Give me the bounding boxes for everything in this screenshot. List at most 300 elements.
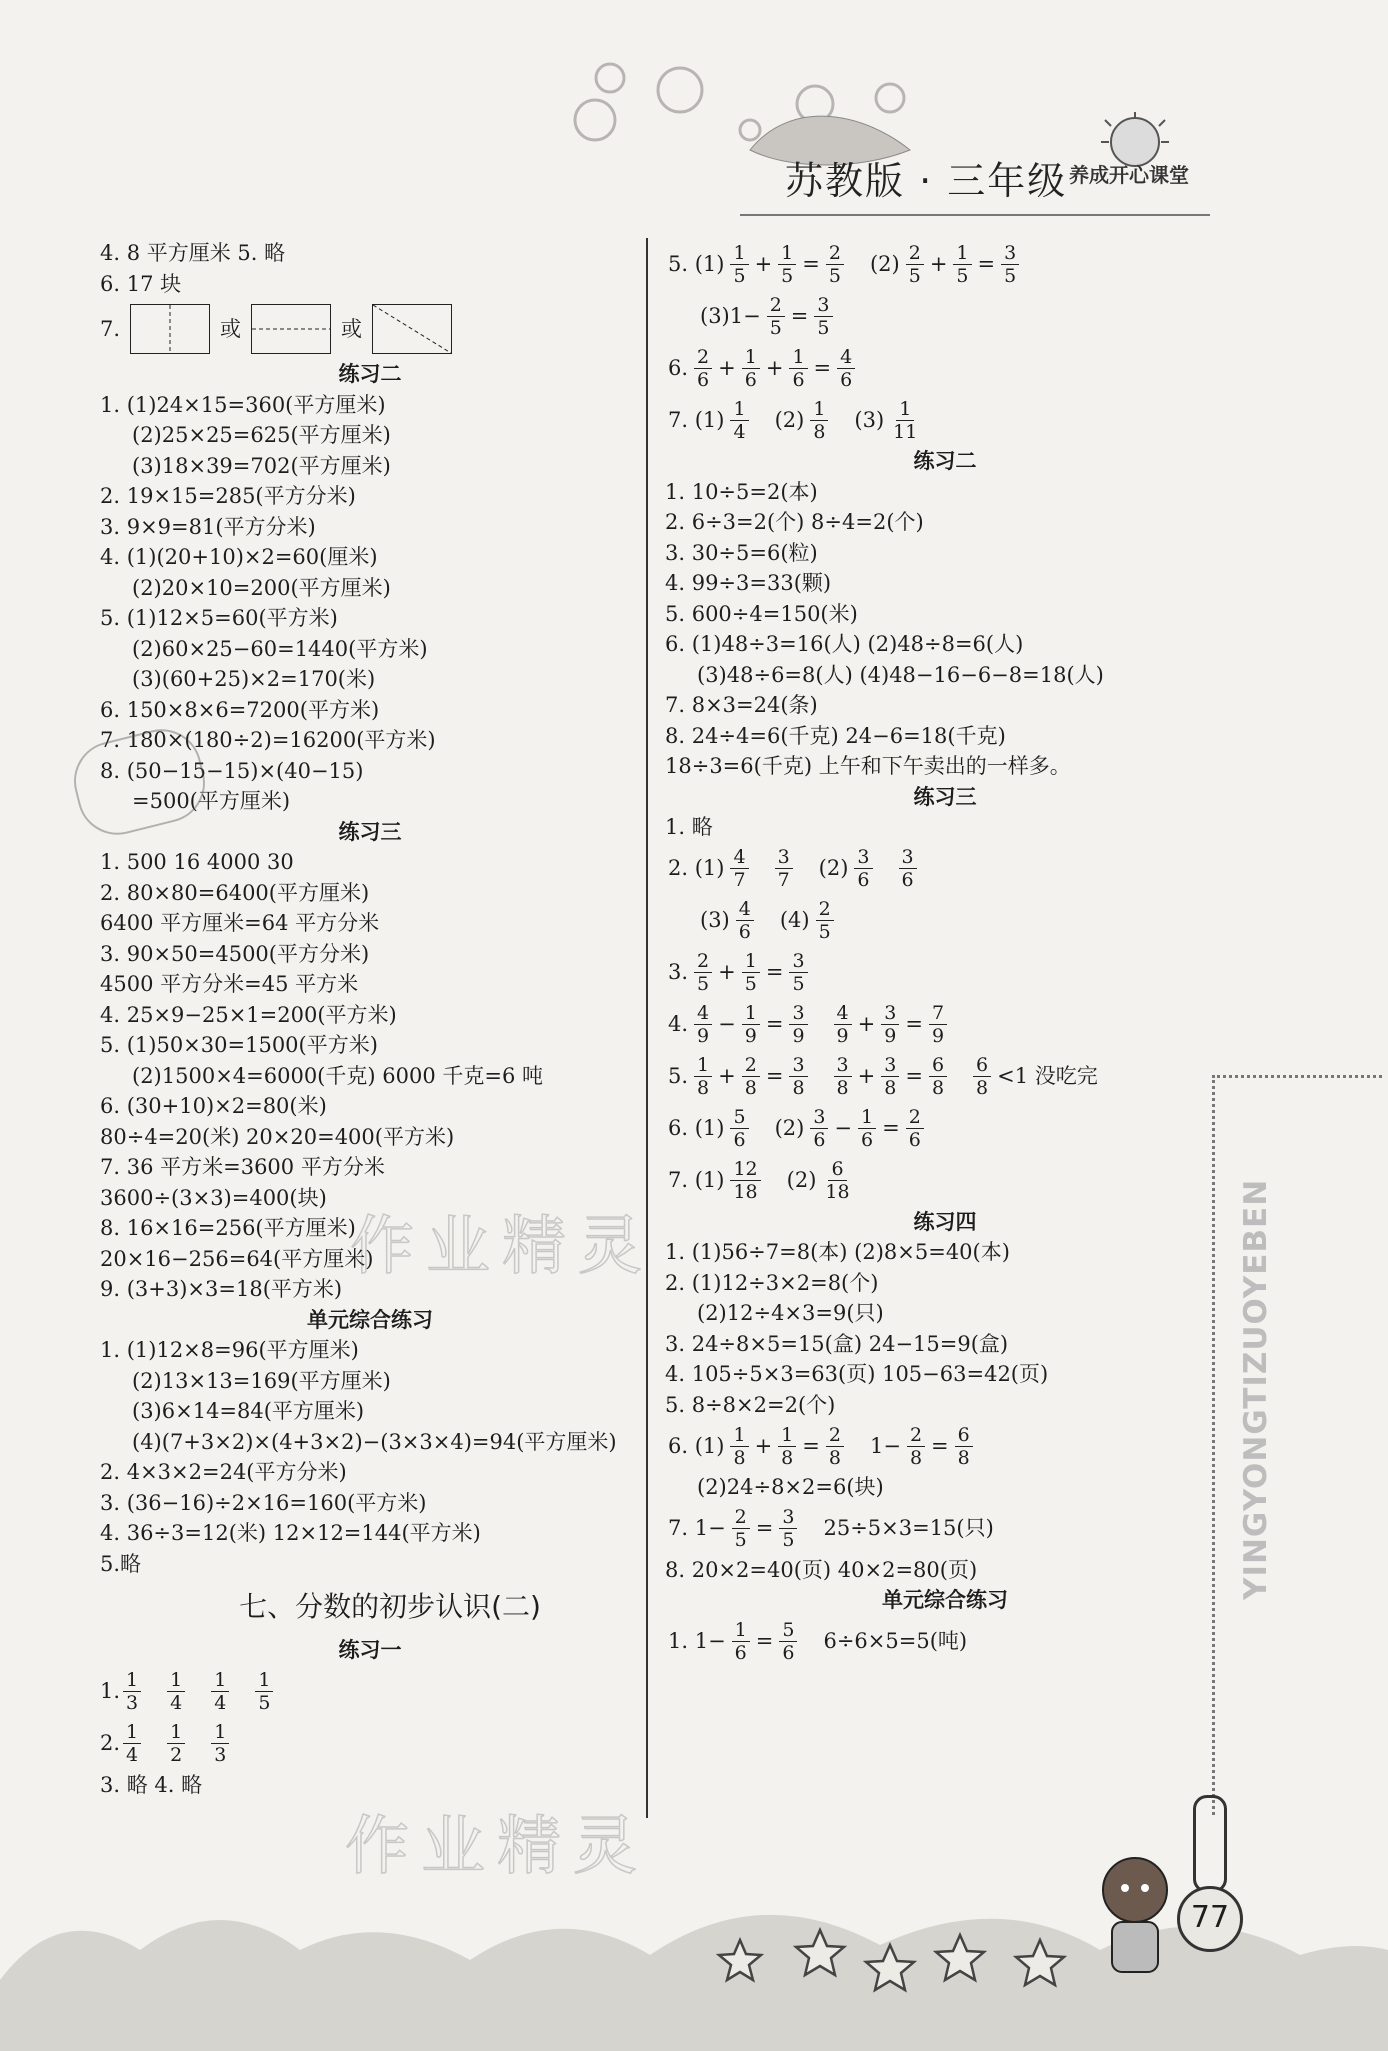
fraction (881, 1054, 899, 1099)
answer-text: (3) (854, 407, 885, 432)
numerator: 4 (837, 346, 855, 369)
fraction-answer-line (665, 238, 1225, 290)
svg-text:养成开心课堂: 养成开心课堂 (1069, 163, 1189, 187)
answer-line: 2. 19×15=285(平方分米) (100, 484, 356, 508)
answer-text: 2. (1) (668, 856, 725, 881)
fraction (730, 846, 748, 891)
fraction (810, 398, 828, 443)
fraction (211, 1721, 229, 1766)
fraction (778, 1424, 796, 1469)
numerator: 2 (826, 242, 844, 265)
answer-line: 4. 25×9−25×1=200(平方米) (100, 1002, 397, 1027)
fraction (826, 242, 844, 287)
fraction (906, 1106, 924, 1151)
denominator: 5 (782, 1529, 795, 1551)
answer-text: + (718, 960, 736, 985)
answer-text: − (718, 1012, 736, 1037)
denominator: 5 (818, 921, 831, 943)
fraction (822, 1158, 852, 1203)
denominator: 5 (733, 264, 746, 287)
numerator: 2 (906, 242, 924, 265)
fraction (211, 1669, 229, 1714)
fraction (810, 1106, 828, 1151)
fraction-answer-line (100, 1666, 640, 1718)
denominator: 4 (214, 1692, 227, 1714)
answer-line: (2)24÷8×2=6(块) (697, 1475, 884, 1499)
numerator: 3 (881, 1054, 899, 1077)
denominator: 5 (769, 316, 782, 339)
fraction (123, 1669, 141, 1714)
denominator: 8 (697, 1077, 710, 1099)
denominator: 4 (170, 1692, 183, 1714)
side-vertical-text: YINGYONGTIZUOYEBEN (1238, 1178, 1274, 1600)
answer-line: 7. 36 平方米=3600 平方分米 (100, 1155, 385, 1179)
denominator: 9 (931, 1025, 945, 1047)
fraction (730, 398, 748, 443)
denominator: 5 (828, 264, 841, 287)
section-title: 练习三 (913, 784, 977, 809)
denominator: 11 (893, 420, 918, 443)
numerator: 4 (736, 898, 754, 921)
fraction-answer-line (665, 1503, 1225, 1555)
answer-text: + (765, 355, 784, 380)
section-title: 练习四 (913, 1209, 977, 1234)
section-title: 单元综合练习 (882, 1588, 1008, 1612)
answer-text: = (765, 1064, 784, 1089)
answer-line: 1. (1)12×8=96(平方厘米) (100, 1338, 359, 1362)
denominator: 6 (734, 1642, 747, 1664)
rectangle-vertical-split (130, 304, 210, 354)
answer-line: 18÷3=6(千克) 上午和下午卖出的一样多。 (665, 754, 1071, 778)
question-number: 1. (100, 1679, 121, 1704)
numerator: 3 (775, 846, 793, 869)
denominator: 5 (956, 264, 969, 287)
numerator: 3 (814, 294, 832, 317)
answer-line: 4. 36÷3=12(米) 12×12=144(平方米) (100, 1521, 481, 1545)
header-rule (740, 214, 1210, 216)
fraction (732, 1506, 750, 1551)
answer-line: 2. (1)12÷3×2=8(个) (665, 1270, 879, 1295)
rectangle-horizontal-split (251, 304, 331, 354)
answer-line: 3. 24÷8×5=15(盒) 24−15=9(盒) (665, 1331, 1009, 1356)
answer-line: 8. 16×16=256(平方厘米) (100, 1216, 356, 1240)
numerator: 1 (730, 398, 748, 421)
denominator: 5 (744, 973, 757, 995)
fraction (778, 242, 796, 287)
fraction (779, 1619, 797, 1664)
numerator: 2 (907, 1424, 925, 1447)
fraction (779, 1506, 797, 1551)
denominator: 8 (744, 1077, 757, 1099)
fraction (730, 242, 748, 287)
q7-label: 7. (100, 316, 121, 341)
answer-line: 3600÷(3×3)=400(块) (100, 1185, 327, 1210)
fraction-answer-line (665, 342, 1225, 394)
answer-line: 4. 99÷3=33(颗) (665, 571, 832, 595)
numerator: 3 (789, 1054, 807, 1077)
fraction-answer-line (665, 290, 1225, 342)
watermark-text: 作业精灵 (345, 1810, 649, 1884)
answer-line: 80÷4=20(米) 20×20=400(平方米) (100, 1124, 455, 1149)
answer-text: (3)1− (700, 303, 761, 328)
numerator: 5 (730, 1106, 748, 1129)
answer-text: = (755, 1629, 774, 1654)
answer-line: 20×16−256=64(平方厘米) (100, 1246, 374, 1271)
fraction (929, 1054, 947, 1099)
denominator: 8 (813, 420, 826, 443)
numerator: 1 (858, 1106, 876, 1129)
answer-line: =500(平方厘米) (132, 789, 291, 813)
fraction-answer-line (665, 1103, 1225, 1155)
question-number: 2. (100, 1731, 121, 1756)
fraction (789, 346, 807, 391)
answer-line: 3. (36−16)÷2×16=160(平方米) (100, 1490, 427, 1515)
answer-line: (3)6×14=84(平方厘米) (132, 1399, 365, 1423)
fraction (742, 1054, 760, 1099)
fraction (854, 846, 872, 891)
denominator: 8 (733, 1446, 746, 1469)
answer-line: 3. 90×50=4500(平方分米) (100, 941, 370, 966)
numerator: 1 (211, 1669, 229, 1692)
fraction (123, 1721, 141, 1766)
denominator: 6 (908, 1129, 921, 1151)
answer-text: 7. (1) (668, 1168, 725, 1193)
answer-line: 6. (30+10)×2=80(米) (100, 1094, 327, 1118)
q7-rectangle-diagrams (100, 299, 640, 359)
answer-line: (3)48÷6=8(人) (4)48−16−6−8=18(人) (697, 662, 1104, 687)
answer-line: 5. (1)50×30=1500(平方米) (100, 1033, 378, 1057)
denominator: 5 (792, 973, 805, 995)
answer-line: 5. 8÷8×2=2(个) (665, 1392, 836, 1417)
denominator: 8 (828, 1446, 841, 1469)
answer-text: + (754, 251, 773, 276)
fraction (736, 898, 754, 943)
answer-line: 6. 150×8×6=7200(平方米) (100, 697, 380, 722)
numerator: 1 (896, 398, 914, 421)
answer-text: 6. (1) (668, 1433, 725, 1458)
fraction (906, 242, 924, 287)
fraction-answer-line (665, 1420, 1225, 1472)
numerator: 1 (730, 1424, 748, 1447)
answer-line: 4. 105÷5×3=63(页) 105−63=42(页) (665, 1362, 1049, 1386)
denominator: 5 (1004, 264, 1017, 287)
answer-text: = (765, 1012, 784, 1037)
answer-line: 4500 平方分米=45 平方米 (100, 972, 359, 996)
answer-text: = (790, 303, 809, 328)
fraction-answer-line (665, 1155, 1225, 1207)
fraction (955, 1424, 973, 1469)
answer-line: 1. 500 16 4000 30 (100, 850, 294, 874)
answer-line: (2)12÷4×3=9(只) (697, 1301, 884, 1325)
child-mascot-icon (1103, 1858, 1167, 1972)
numerator: 2 (694, 950, 712, 973)
numerator: 6 (973, 1054, 991, 1077)
answer-text: = (931, 1433, 949, 1458)
numerator: 2 (694, 346, 712, 369)
answer-text: <1 没吃完 (997, 1064, 1098, 1089)
denominator: 8 (836, 1077, 849, 1099)
fraction (834, 1002, 852, 1047)
numerator: 6 (929, 1054, 947, 1077)
numerator: 4 (730, 846, 748, 869)
answer-text: 5. (668, 1064, 689, 1089)
denominator: 8 (909, 1446, 923, 1469)
answer-line: 5. (1)12×5=60(平方米) (100, 606, 338, 630)
fraction (730, 1158, 760, 1203)
denominator: 5 (258, 1692, 271, 1714)
fraction (694, 1002, 712, 1047)
denominator: 6 (792, 368, 805, 391)
fraction-answer-line (665, 394, 1225, 446)
fraction (789, 1002, 807, 1047)
right-column (665, 238, 1225, 1668)
numerator: 1 (211, 1721, 229, 1744)
answer-line: 7. 8×3=24(条) (665, 693, 818, 717)
numerator: 6 (955, 1424, 973, 1447)
numerator: 1 (730, 242, 748, 265)
numerator: 2 (742, 1054, 760, 1077)
denominator: 6 (857, 869, 870, 891)
answer-line: 2. 6÷3=2(个) 8÷4=2(个) (665, 510, 924, 534)
denominator: 5 (734, 1529, 747, 1551)
fraction (167, 1721, 185, 1766)
answer-text: = (802, 251, 820, 276)
numerator: 2 (732, 1506, 750, 1529)
rectangle-diagonal-split (372, 304, 452, 354)
dotted-border (1212, 1075, 1382, 1080)
answer-text: (4) (779, 908, 810, 933)
numerator: 3 (789, 950, 807, 973)
denominator: 8 (931, 1077, 945, 1099)
denominator: 8 (884, 1077, 897, 1099)
fraction-answer-line (665, 1616, 1225, 1668)
answer-text: = (802, 1433, 820, 1458)
denominator: 9 (836, 1025, 849, 1047)
answer-text: 7. (1) (668, 407, 725, 432)
answer-text: (2) (869, 251, 900, 276)
denominator: 7 (777, 869, 790, 891)
answer-line: 6. 17 块 (100, 271, 182, 296)
numerator: 1 (742, 1002, 760, 1025)
denominator: 5 (908, 264, 921, 287)
numerator: 1 (778, 1424, 796, 1447)
answer-text: 4. (668, 1012, 689, 1037)
fraction (694, 346, 712, 391)
answer-text: 6. (668, 355, 689, 380)
denominator: 18 (733, 1181, 758, 1203)
fraction (742, 950, 760, 995)
denominator: 5 (781, 264, 794, 287)
fraction (881, 1002, 899, 1047)
left-column (100, 238, 640, 1800)
exercise-two-answers (665, 477, 1225, 782)
answer-text: 5. (1) (668, 251, 725, 276)
denominator: 8 (957, 1446, 970, 1469)
fraction (742, 346, 760, 391)
section-title: 练习二 (913, 449, 977, 473)
denominator: 9 (884, 1025, 897, 1047)
numerator: 1 (255, 1669, 273, 1692)
fraction (837, 346, 855, 391)
numerator: 12 (730, 1158, 760, 1181)
answer-line: (4)(7+3×2)×(4+3×2)−(3×3×4)=94(平方厘米) (132, 1429, 617, 1454)
numerator: 3 (779, 1506, 797, 1529)
answer-text: = (977, 251, 996, 276)
edition-title: 苏教版 · 三年级 (785, 159, 1068, 203)
answer-line: (2)25×25=625(平方厘米) (132, 423, 391, 447)
numerator: 5 (779, 1619, 797, 1642)
numerator: 4 (834, 1002, 852, 1025)
answer-line: 9. (3+3)×3=18(平方米) (100, 1277, 343, 1301)
answer-text: 6÷6×5=5(吨) (823, 1629, 968, 1654)
fraction (929, 1002, 947, 1047)
unit-exercise-answers (100, 1335, 640, 1579)
numerator: 4 (694, 1002, 712, 1025)
or-label: 或 (341, 316, 363, 341)
answer-line: (2)13×13=169(平方厘米) (132, 1368, 391, 1393)
numerator: 1 (953, 242, 971, 265)
answer-line: 3. 略 4. 略 (100, 1772, 203, 1797)
fraction (732, 1619, 750, 1664)
denominator: 8 (976, 1077, 989, 1099)
answer-text: + (754, 1433, 773, 1458)
column-divider (646, 238, 648, 1818)
denominator: 2 (170, 1744, 183, 1766)
answer-text: = (882, 1116, 900, 1141)
numerator: 2 (767, 294, 785, 317)
answer-text: (2) (818, 856, 849, 881)
brand-logo (1065, 112, 1205, 202)
fraction-answer-line (665, 895, 1225, 947)
fraction (694, 950, 712, 995)
answer-text: + (929, 251, 948, 276)
answer-line: 1. (1)56÷7=8(本) (2)8×5=40(本) (665, 1240, 1010, 1264)
answer-line: 1. 略 (665, 815, 713, 839)
answer-line: 2. 4×3×2=24(平方分米) (100, 1460, 347, 1484)
denominator: 6 (744, 368, 757, 391)
fraction (834, 1054, 852, 1099)
answer-line: 6. (1)48÷3=16(人) (2)48÷8=6(人) (665, 632, 1024, 656)
numerator: 1 (123, 1721, 141, 1744)
fraction (973, 1054, 991, 1099)
denominator: 6 (782, 1642, 795, 1664)
dotted-border (1212, 1075, 1217, 1815)
denominator: 6 (733, 1129, 746, 1151)
answer-text: 7. 1− (668, 1516, 726, 1541)
exercise-four-answers (665, 1237, 1225, 1420)
denominator: 8 (781, 1446, 794, 1469)
answer-text: 1. 1− (668, 1629, 726, 1654)
denominator: 6 (901, 869, 914, 891)
answer-text: (2) (774, 1116, 805, 1141)
denominator: 3 (214, 1744, 227, 1766)
numerator: 3 (854, 846, 872, 869)
numerator: 1 (742, 346, 760, 369)
page-number: 77 (1177, 1886, 1243, 1952)
answer-line: 1. 10÷5=2(本) (665, 479, 818, 504)
denominator: 7 (733, 869, 746, 891)
section-title: 练习一 (338, 1638, 402, 1662)
denominator: 9 (697, 1025, 710, 1047)
numerator: 7 (929, 1002, 947, 1025)
answer-text: + (718, 1064, 736, 1089)
answer-line: (2)1500×4=6000(千克) 6000 千克=6 吨 (132, 1063, 543, 1088)
answer-line: 2. 80×80=6400(平方厘米) (100, 880, 370, 905)
fraction (255, 1669, 273, 1714)
answer-text: = (813, 355, 832, 380)
fraction (730, 1424, 748, 1469)
numerator: 1 (167, 1669, 185, 1692)
answer-line: 7. 180×(180÷2)=16200(平方米) (100, 728, 436, 752)
denominator: 4 (733, 420, 746, 443)
answer-line: (2)20×10=200(平方厘米) (132, 575, 391, 600)
answer-line: 3. 30÷5=6(粒) (665, 540, 818, 565)
denominator: 8 (792, 1077, 805, 1099)
answer-text: + (857, 1064, 876, 1089)
numerator: 3 (899, 846, 917, 869)
answer-line: 3. 9×9=81(平方分米) (100, 514, 316, 539)
answer-text: = (755, 1516, 774, 1541)
fraction (789, 950, 807, 995)
section-title: 练习三 (338, 819, 402, 844)
numerator: 2 (816, 898, 834, 921)
fraction (814, 294, 832, 339)
fraction (730, 1106, 748, 1151)
section-title: 单元综合练习 (307, 1307, 433, 1332)
denominator: 9 (744, 1025, 757, 1047)
answer-text: − (834, 1116, 853, 1141)
denominator: 18 (825, 1181, 850, 1203)
denominator: 3 (126, 1692, 139, 1714)
fraction-answer-line (100, 1718, 640, 1770)
numerator: 6 (828, 1158, 846, 1181)
numerator: 3 (1001, 242, 1019, 265)
numerator: 1 (732, 1619, 750, 1642)
numerator: 3 (881, 1002, 899, 1025)
fraction (694, 1054, 712, 1099)
fraction-answer-line (665, 947, 1225, 999)
answer-line: (3)(60+25)×2=170(米) (132, 667, 376, 691)
answer-line: 4. (1)(20+10)×2=60(厘米) (100, 545, 378, 569)
denominator: 6 (840, 368, 853, 391)
answer-line: 1. (1)24×15=360(平方厘米) (100, 392, 386, 417)
numerator: 1 (810, 398, 828, 421)
numerator: 1 (123, 1669, 141, 1692)
fraction-answer-line (665, 843, 1225, 895)
answer-line: 8. 20×2=40(页) 40×2=80(页) (665, 1557, 978, 1582)
fraction (742, 1002, 760, 1047)
fraction (890, 398, 920, 443)
section-title: 练习二 (338, 362, 402, 386)
answer-line: 5.略 (100, 1551, 142, 1576)
numerator: 1 (742, 950, 760, 973)
denominator: 5 (697, 973, 710, 995)
fraction-answer-line (665, 1051, 1225, 1103)
fraction (167, 1669, 185, 1714)
answer-text: + (718, 355, 736, 380)
numerator: 2 (906, 1106, 924, 1129)
fraction (816, 898, 834, 943)
denominator: 6 (861, 1129, 874, 1151)
fraction (953, 242, 971, 287)
answer-line: (3)18×39=702(平方厘米) (132, 453, 391, 478)
chapter-title: 七、分数的初步认识(二) (239, 1590, 541, 1623)
answer-text: 6. (1) (668, 1116, 725, 1141)
denominator: 6 (697, 368, 710, 391)
denominator: 5 (817, 316, 830, 339)
numerator: 2 (826, 1424, 844, 1447)
fraction-answer-line (665, 999, 1225, 1051)
